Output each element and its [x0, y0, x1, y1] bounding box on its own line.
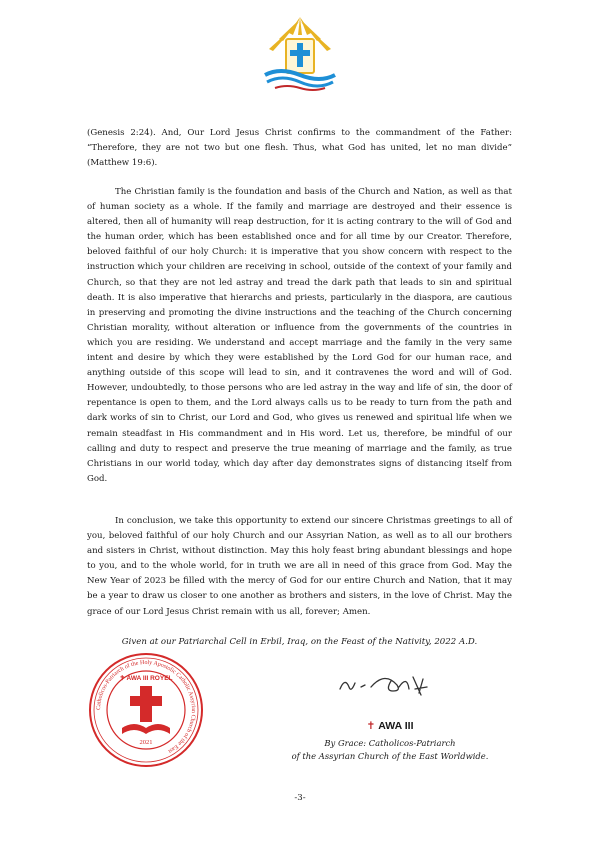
seal-top-text: ✝ AWA III ROYEL [119, 675, 173, 682]
paragraph-christian-family: The Christian family is the foundation and basis of the Church and Nation, as well as that of human society as a whole. If the family and marriage are destroyed and their essence is altered, then all of humanity will reap destruction, for it is acting contrary to the will of God and the human order, which has been established once and for all time by our Creator. Therefore, beloved faithful of our holy Church: it is imperative that you show concern with respect to the instruction which your children are receiving in school, outside of the context of your family and Church, so that they are not led astray and tread the dark path that leads to sin and spiritual death. It is also imperative that hierarchs and priests, particularly in the diaspora, are cautious in preserving and promoting the divine instructions and the teaching of the Church concerning Christian morality, without alteration or influence from the governments of the countries in which you are residing. We understand and accept marriage and the family in the very same intent and desire by which they were established by the Lord God for our human race, and anything outside of this scope will lead to sin, and it contravenes the word and will of God. However, undoubtedly, to those persons who are led astray in the way and life of sin, the door of repentance is open to them, and the Lord always calls us to be ready to turn from the path and dark works of sin to Christ, our Lord and God, who gives us renewed and spiritual life when we remain steadfast in His commandment and in His word. Let us, therefore, be mindful of our calling and duty to respect and preserve the true meaning of marriage and the family, as true Christians in our world today, which day after day demonstrates signs of distancing itself from God. [87, 187, 512, 484]
seal-ring-text: Catholicos-Patriarch of the Holy Apostolic Catholic Assyrian Church of the East [95, 659, 197, 754]
given-at-line: Given at our Patriarchal Cell in Erbil, Iraq, on the Feast of the Nativity, 2022 A.D. [121, 637, 478, 647]
seal-cross-book-icon [122, 686, 170, 734]
red-cross-icon: ✝ [366, 720, 376, 732]
signatory-name [320, 720, 460, 732]
signatory-name-text: AWA III [378, 720, 414, 732]
patriarchal-seal [86, 648, 206, 773]
seal-year: 2021 [139, 739, 153, 746]
signatory-title-line1: By Grace: Catholicos-Patriarch [324, 738, 456, 748]
signatory-title-line2: of the Assyrian Church of the East Worldwide. [291, 751, 489, 761]
paragraph-scripture: (Genesis 2:24). And, Our Lord Jesus Christ confirms to the commandment of the Father: “Therefore, they are not two but one flesh. Thus, what God has united, let no man divide” (Matthew 19:6). [87, 128, 512, 169]
handwritten-signature [335, 667, 435, 707]
page-number: -3- [294, 793, 306, 803]
paragraph-conclusion: In conclusion, we take this opportunity to extend our sincere Christmas greetings to all of you, beloved faithful of our holy Church and our Assyrian Nation, as well as to all our brothers and sisters in Christ, without distinction. May this holy feast bring abundant blessings and hope to you, and to the whole world, for in truth we are all in need of this grace from God. May the New Year of 2023 be filled with the mercy of God for our entire Church and Nation, that it may be a year to draw us closer to one another as brothers and sisters, in the love of Christ. May the grace of our Lord Jesus Christ remain with us all, forever; Amen. [87, 516, 512, 617]
church-emblem-icon [255, 15, 345, 95]
signatory-title [280, 737, 500, 763]
